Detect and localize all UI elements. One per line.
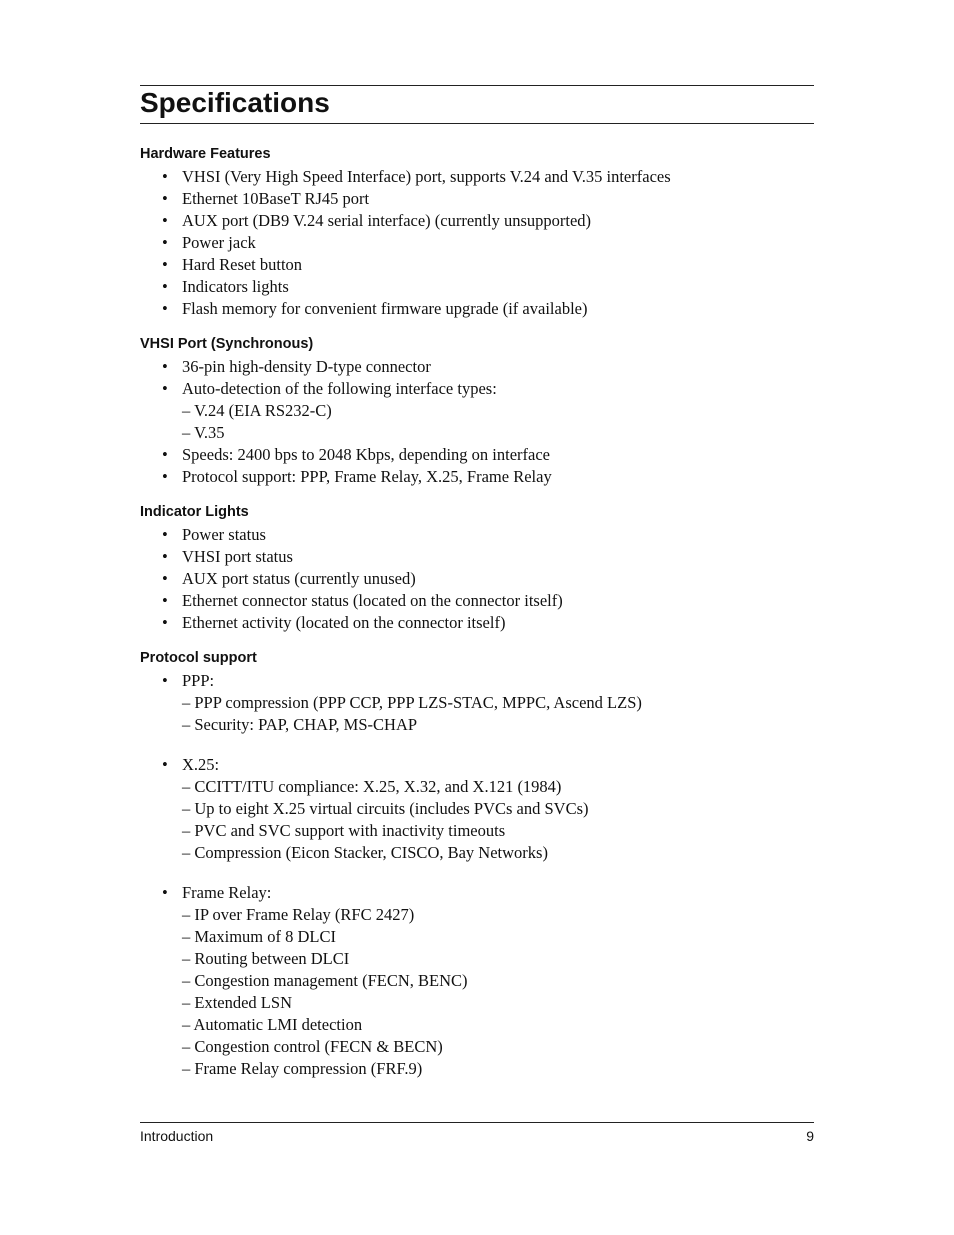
list-item-label: PPP: xyxy=(182,671,215,690)
list-item xyxy=(140,754,814,864)
footer-section-name: Introduction xyxy=(140,1128,214,1144)
footer-rule xyxy=(140,1122,814,1123)
list-item-label: Protocol support: PPP, Frame Relay, X.25, Frame Relay xyxy=(182,467,552,486)
bullet-icon: • xyxy=(162,167,168,186)
spec-section xyxy=(140,503,814,634)
sub-list-item: – V.24 (EIA RS232-C) xyxy=(182,401,332,420)
list-item xyxy=(140,568,814,590)
list-item xyxy=(140,546,814,568)
list-spacer xyxy=(140,736,814,754)
bullet-icon: • xyxy=(162,233,168,252)
list-item-label: Power jack xyxy=(182,233,256,252)
list-item xyxy=(140,444,814,466)
list-item-label: 36-pin high-density D-type connector xyxy=(182,357,431,376)
list-item xyxy=(140,298,814,320)
bullet-list xyxy=(140,524,814,634)
bullet-icon: • xyxy=(162,671,168,690)
header-rule-bottom xyxy=(140,123,814,124)
bullet-list xyxy=(140,356,814,488)
list-item xyxy=(140,612,814,634)
list-item xyxy=(140,166,814,188)
page-title: Specifications xyxy=(140,87,330,118)
bullet-icon: • xyxy=(162,299,168,318)
spec-content xyxy=(140,145,814,1095)
list-item xyxy=(140,378,814,444)
bullet-list xyxy=(140,670,814,1080)
page-number: 9 xyxy=(806,1128,814,1144)
bullet-icon: • xyxy=(162,357,168,376)
list-item-label: Ethernet activity (located on the connector itself) xyxy=(182,613,506,632)
bullet-list xyxy=(140,166,814,320)
list-item-label: Flash memory for convenient firmware upgrade (if available) xyxy=(182,299,588,318)
list-item xyxy=(140,524,814,546)
bullet-icon: • xyxy=(162,613,168,632)
bullet-icon: • xyxy=(162,255,168,274)
list-item-label: AUX port (DB9 V.24 serial interface) (currently unsupported) xyxy=(182,211,592,230)
sub-list-item: – V.35 xyxy=(182,423,225,442)
section-heading: Indicator Lights xyxy=(140,504,249,520)
list-item xyxy=(140,188,814,210)
spec-section xyxy=(140,335,814,488)
document-page xyxy=(140,0,814,1235)
bullet-icon: • xyxy=(162,883,168,902)
list-item xyxy=(140,210,814,232)
bullet-icon: • xyxy=(162,445,168,464)
bullet-icon: • xyxy=(162,525,168,544)
list-item-label: Auto-detection of the following interface types: xyxy=(182,379,497,398)
list-item xyxy=(140,882,814,1080)
sub-list-item: – Security: PAP, CHAP, MS-CHAP xyxy=(182,715,418,734)
list-item-label: Indicators lights xyxy=(182,277,289,296)
list-item xyxy=(140,590,814,612)
sub-list-item: – Maximum of 8 DLCI xyxy=(182,927,336,946)
bullet-icon: • xyxy=(162,277,168,296)
list-item xyxy=(140,254,814,276)
bullet-icon: • xyxy=(162,379,168,398)
sub-list-item: – PPP compression (PPP CCP, PPP LZS-STAC, MPPC, Ascend LZS) xyxy=(182,693,642,712)
sub-list-item: – IP over Frame Relay (RFC 2427) xyxy=(182,905,415,924)
sub-list-item: – Compression (Eicon Stacker, CISCO, Bay Networks) xyxy=(182,843,548,862)
list-item xyxy=(140,276,814,298)
list-item-label: Power status xyxy=(182,525,266,544)
bullet-icon: • xyxy=(162,467,168,486)
bullet-icon: • xyxy=(162,189,168,208)
list-spacer xyxy=(140,864,814,882)
bullet-icon: • xyxy=(162,211,168,230)
list-item xyxy=(140,232,814,254)
list-item-label: Speeds: 2400 bps to 2048 Kbps, depending on interface xyxy=(182,445,550,464)
list-item-label: VHSI (Very High Speed Interface) port, supports V.24 and V.35 interfaces xyxy=(182,167,671,186)
bullet-icon: • xyxy=(162,591,168,610)
sub-list-item: – Automatic LMI detection xyxy=(182,1015,363,1034)
sub-list-item: – Congestion management (FECN, BENC) xyxy=(182,971,468,990)
sub-list-item: – Extended LSN xyxy=(182,993,292,1012)
sub-list-item: – Routing between DLCI xyxy=(182,949,350,968)
list-item xyxy=(140,356,814,378)
section-heading: VHSI Port (Synchronous) xyxy=(140,336,314,352)
spec-section xyxy=(140,145,814,320)
sub-list-item: – Congestion control (FECN & BECN) xyxy=(182,1037,443,1056)
list-item xyxy=(140,670,814,736)
list-item-label: Ethernet connector status (located on the connector itself) xyxy=(182,591,563,610)
section-heading: Hardware Features xyxy=(140,146,271,162)
sub-list-item: – PVC and SVC support with inactivity timeouts xyxy=(182,821,506,840)
list-item-label: VHSI port status xyxy=(182,547,293,566)
bullet-icon: • xyxy=(162,547,168,566)
list-item-label: Hard Reset button xyxy=(182,255,303,274)
section-heading: Protocol support xyxy=(140,650,257,666)
bullet-icon: • xyxy=(162,569,168,588)
sub-list-item: – CCITT/ITU compliance: X.25, X.32, and X.121 (1984) xyxy=(182,777,562,796)
sub-list-item: – Up to eight X.25 virtual circuits (includes PVCs and SVCs) xyxy=(182,799,589,818)
list-item xyxy=(140,466,814,488)
spec-section xyxy=(140,649,814,1080)
list-item-label: Ethernet 10BaseT RJ45 port xyxy=(182,189,370,208)
list-item-label: X.25: xyxy=(182,755,220,774)
sub-list-item: – Frame Relay compression (FRF.9) xyxy=(182,1059,423,1078)
bullet-icon: • xyxy=(162,755,168,774)
list-item-label: Frame Relay: xyxy=(182,883,272,902)
list-item-label: AUX port status (currently unused) xyxy=(182,569,416,588)
